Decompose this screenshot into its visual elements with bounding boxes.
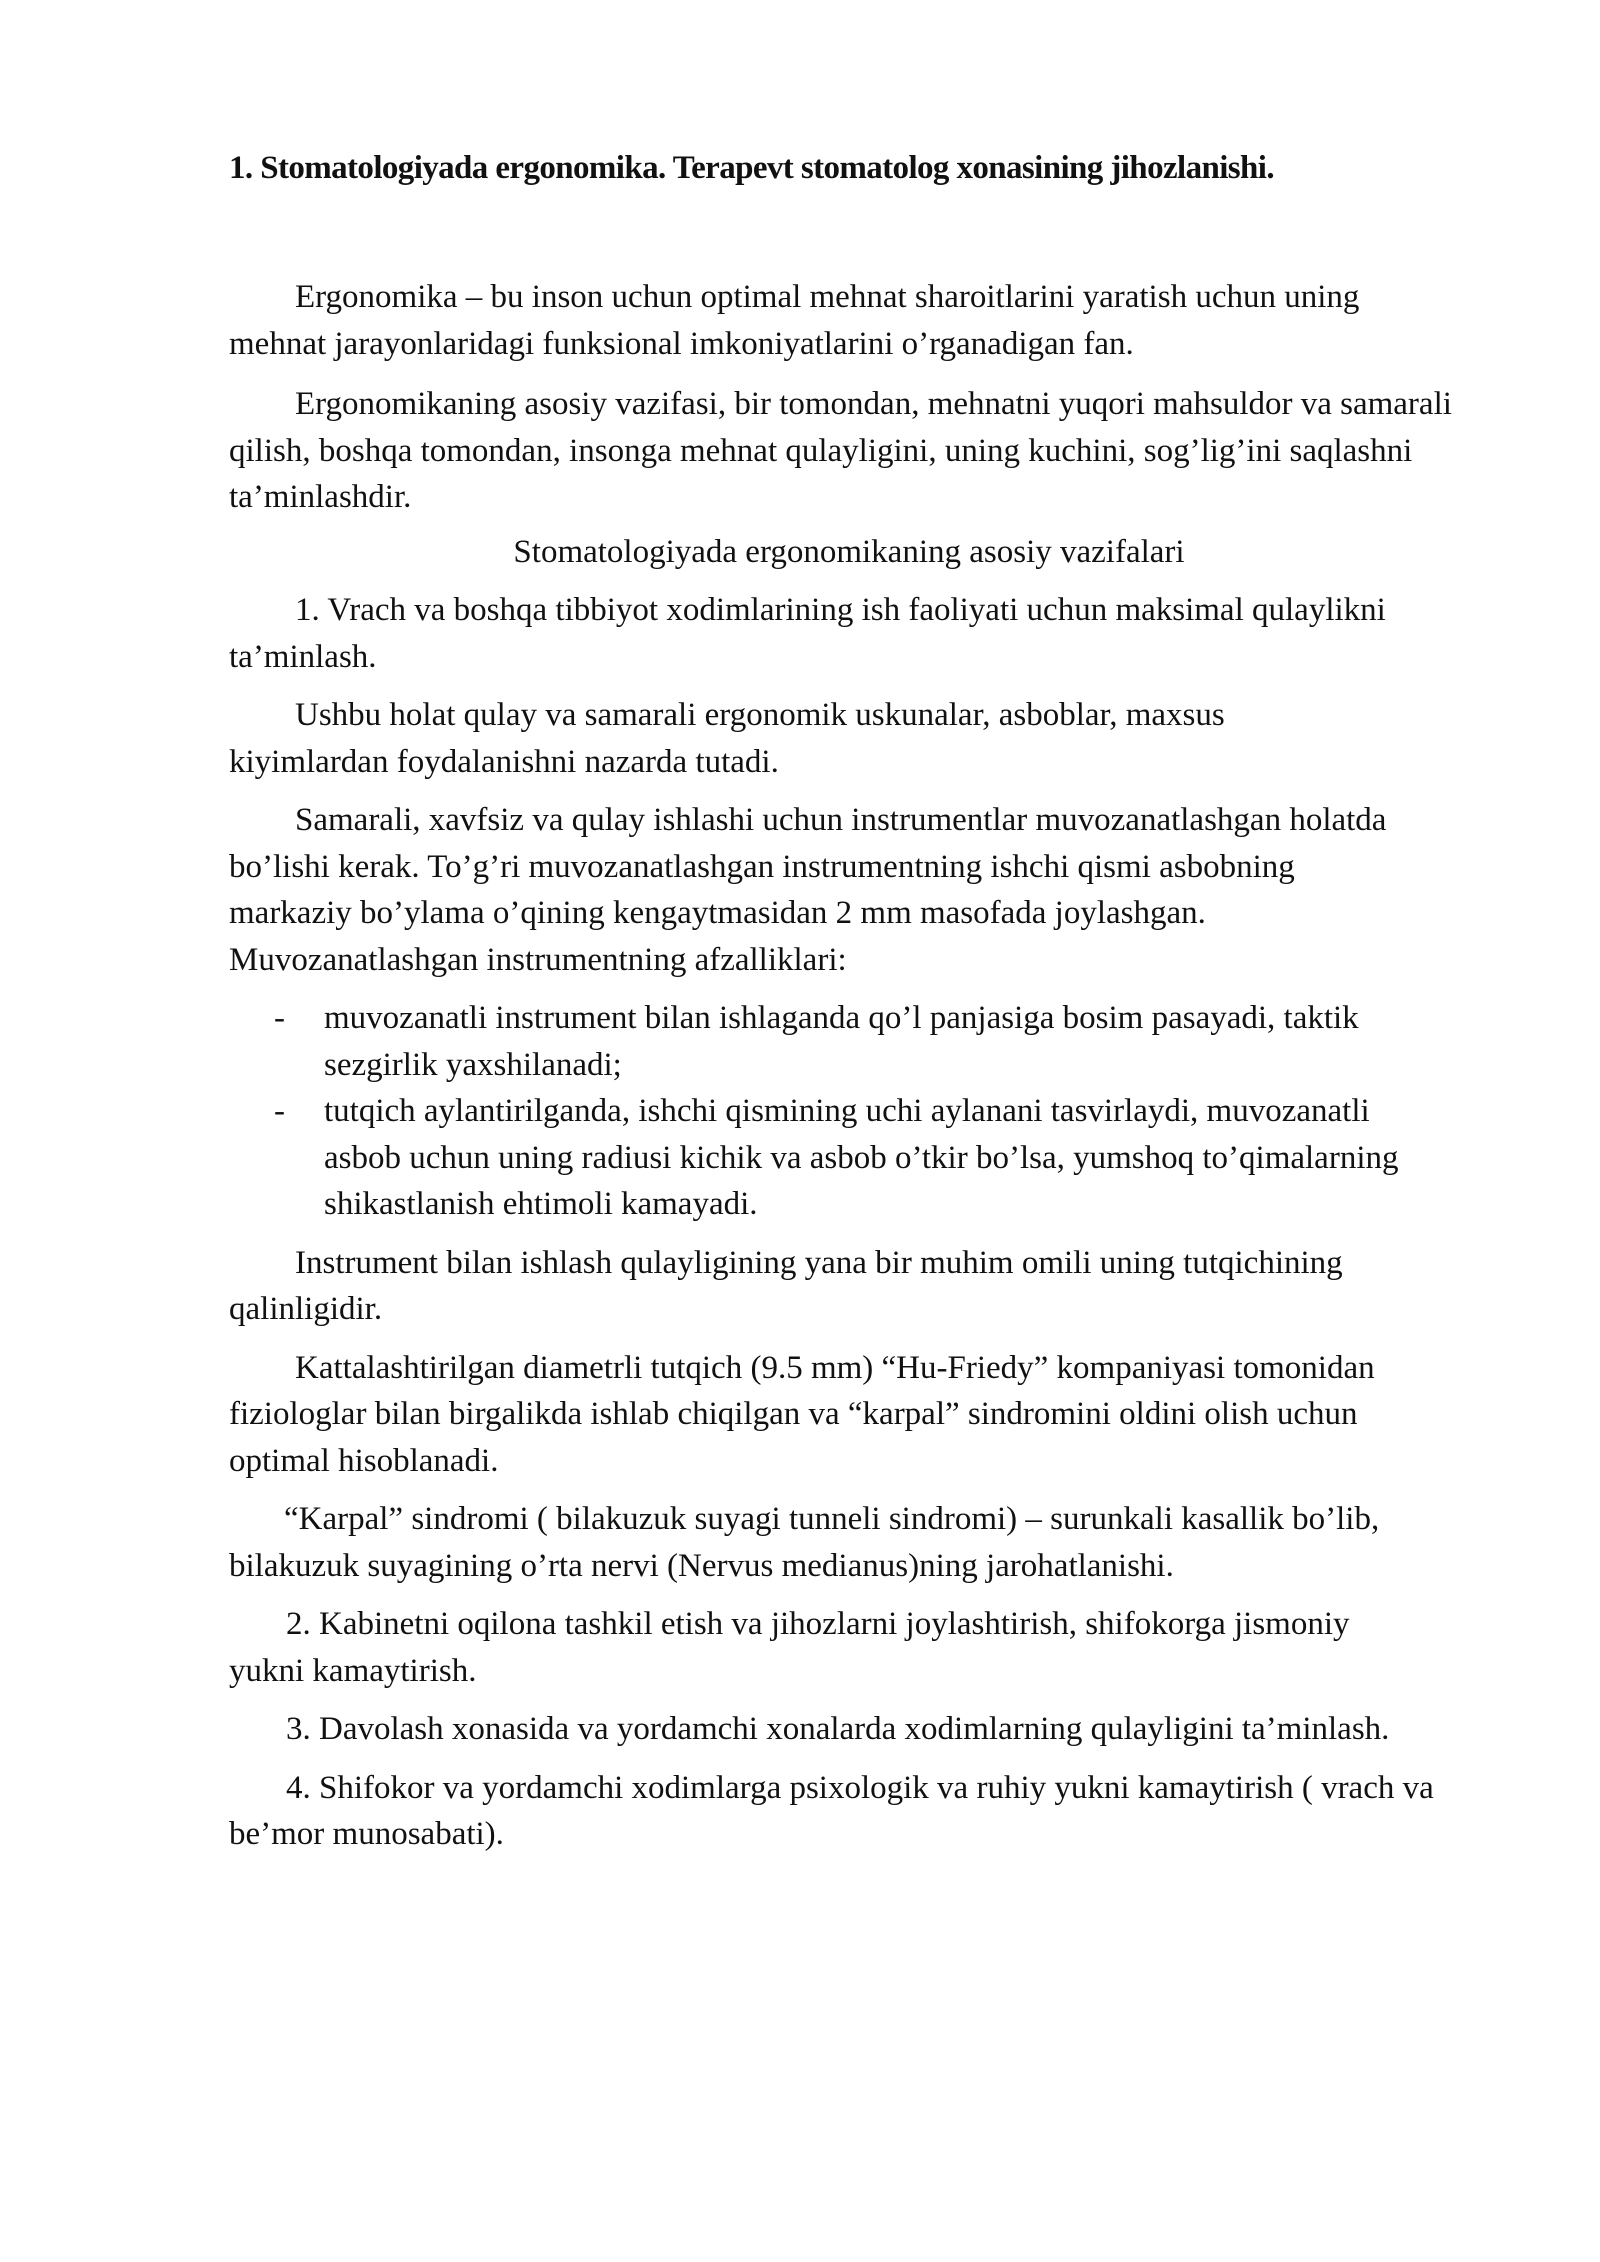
paragraph-task-4: 4. Shifokor va yordamchi xodimlarga psixologik va ruhiy yukni kamaytirish ( vrach va be’mor munosabati). [229, 1769, 1434, 1852]
list-item [229, 1088, 1439, 1228]
paragraph-karpal-syndrome: “Karpal” sindromi ( bilakuzuk suyagi tunneli sindromi) – surunkali kasallik bo’lib, bilakuzuk suyagining o’rta nervi (Nervus medianus)ning jarohatlanishi. [229, 1501, 1380, 1584]
paragraph-ergonomics-tasks: Ergonomikaning asosiy vazifasi, bir tomondan, mehnatni yuqori mahsuldor va samarali qilish, boshqa tomondan, insonga mehnat qulayligini, uning kuchini, sog’lig’ini saqlashni ta’minlashdir. [229, 386, 1452, 515]
list-item [229, 995, 1439, 1088]
document-title: 1. Stomatologiyada ergonomika. Terapevt stomatolog xonasining jihozlanishi. [229, 150, 1275, 186]
section-heading: Stomatologiyada ergonomikaning asosiy vazifalari [513, 533, 1185, 570]
list-bullet: - [274, 1093, 285, 1129]
paragraph-equipment: Ushbu holat qulay va samarali ergonomik uskunalar, asboblar, maxsus kiyimlardan foydalanishni nazarda tutadi. [229, 697, 1225, 780]
paragraph-task-3: 3. Davolash xonasida va yordamchi xonalarda xodimlarning qulayligini ta’minlash. [286, 1711, 1390, 1747]
advantages-list [229, 995, 1439, 1228]
list-item-text: muvozanatli instrument bilan ishlaganda qo’l panjasiga bosim pasayadi, taktik sezgirlik yaxshilanadi; [324, 1000, 1359, 1083]
paragraph-task-1: 1. Vrach va boshqa tibbiyot xodimlarining ish faoliyati uchun maksimal qulaylikni ta’minlash. [229, 592, 1386, 675]
list-bullet: - [274, 1000, 285, 1036]
paragraph-ergonomics-definition: Ergonomika – bu inson uchun optimal mehnat sharoitlarini yaratish uchun uning mehnat jarayonlaridagi funksional imkoniyatlarini o’rganadigan fan. [229, 279, 1360, 362]
paragraph-task-2: 2. Kabinetni oqilona tashkil etish va jihozlarni joylashtirish, shifokorga jismoniy yukni kamaytirish. [229, 1606, 1350, 1689]
document-body [229, 146, 1469, 1858]
paragraph-handle-thickness: Instrument bilan ishlash qulayligining yana bir muhim omili uning tutqichining qalinligidir. [229, 1244, 1343, 1327]
paragraph-hu-friedy: Kattalashtirilgan diametrli tutqich (9.5 mm) “Hu-Friedy” kompaniyasi tomonidan fiziologlar bilan birgalikda ishlab chiqilgan va “karpal” sindromini oldini olish uchun optimal hisoblanadi. [229, 1349, 1375, 1479]
paragraph-balanced-instruments: Samarali, xavfsiz va qulay ishlashi uchun instrumentlar muvozanatlashgan holatda bo’lishi kerak. To’g’ri muvozanatlashgan instrumentning ishchi qismi asbobning markaziy bo’ylama o’qining kengaytmasidan 2 mm masofada joylashgan. Muvozanatlashgan instrumentning afzalliklari: [229, 802, 1387, 978]
list-item-text: tutqich aylantirilganda, ishchi qismining uchi aylanani tasvirlaydi, muvozanatli asbob uchun uning radiusi kichik va asbob o’tkir bo’lsa, yumshoq to’qimalarning shikastlanish ehtimoli kamayadi. [324, 1093, 1399, 1222]
